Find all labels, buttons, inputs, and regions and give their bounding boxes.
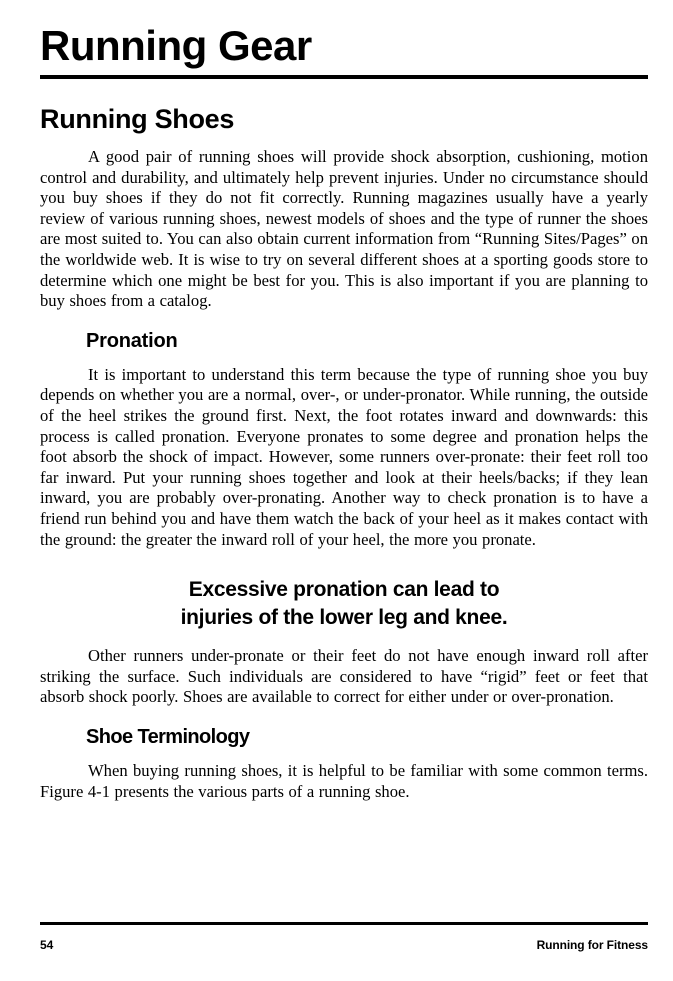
page-number: 54 [40,938,54,952]
paragraph-under-pronation: Other runners under-pronate or their feet do not have enough inward roll after striking the surface. Such individuals are considered to have “rigid” feet or feet that absorb shock poorly. Shoes are available to correct for either under or over-pronation. [40,646,648,707]
paragraph-intro: A good pair of running shoes will provide shock absorption, cushioning, motion control and durability, and ultimately help prevent injuries. Under no circumstance should you buy shoes if they do not fit correctly. Running magazines usually have a yearly review of various running shoes, newest models of shoes and the type of runner the shoes are most suited to. You can also obtain current information from “Running Sites/Pages” on the worldwide web. It is wise to try on several different shoes at a sporting goods store to determine which one might be best for you. This is also important if you are planning to buy shoes from a catalog. [40,147,648,311]
paragraph-pronation: It is important to understand this term because the type of running shoe you buy depends on whether you are a normal, over-, or under-pronator. While running, the outside of the heel strikes the ground first. Next, the foot rotates inward and downwards: this process is called pronation. Everyone pronates to some degree and pronation helps the foot absorb the shock of impact. However, some runners over-pronate: their feet roll too far inward. Put your running shoes together and look at their heels/backs; if they lean inward, you are probably over-pronating. Another way to check pronation is to have a friend run behind you and have them watch the back of your heel as it makes contact with the ground: the greater the inward roll of your heel, the more you pronate. [40,364,648,549]
section-heading-running-shoes: Running Shoes [40,104,235,135]
footer-row [40,925,648,952]
pull-quote [40,550,648,634]
book-title: Running for Fitness [536,938,648,952]
pull-quote-line-1: Excessive pronation can lead to [188,578,500,602]
page-footer [40,922,648,952]
pull-quote-line-2: injuries of the lower leg and knee. [180,606,508,630]
subheading-pronation: Pronation [86,329,178,352]
subheading-shoe-terminology: Shoe Terminology [86,725,250,748]
chapter-title: Running Gear [40,22,312,69]
paragraph-terminology: When buying running shoes, it is helpful to be familiar with some common terms. Figure 4-1 presents the various parts of a running shoe. [40,760,648,801]
page-content [40,0,648,802]
